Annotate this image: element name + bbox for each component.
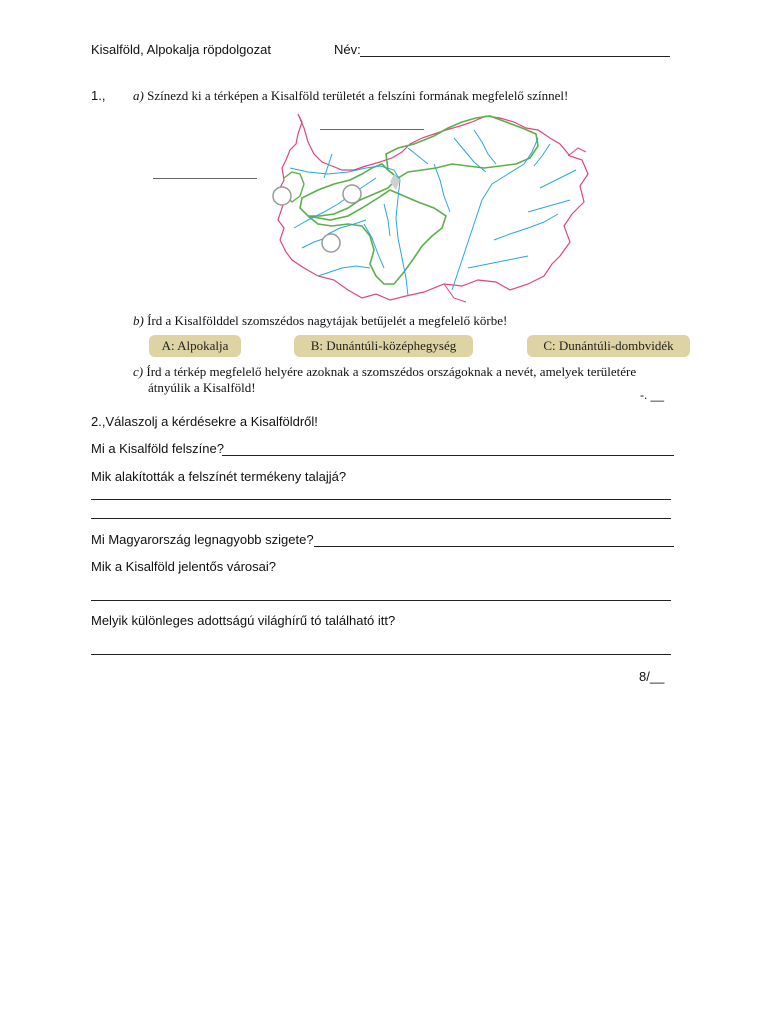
task1c-line1	[133, 364, 636, 380]
task1c-line2: átnyúlik a Kisalföld!	[148, 380, 256, 395]
total-score: 8/__	[639, 669, 665, 684]
worksheet-title: Kisalföld, Alpokalja röpdolgozat	[91, 42, 271, 57]
task1b-marker: b)	[133, 313, 144, 328]
question-island: Mi Magyarország legnagyobb szigete?	[91, 532, 314, 547]
river-ipoly	[408, 148, 428, 164]
hungary-map	[238, 108, 590, 304]
river-sarviz	[384, 204, 390, 236]
river-koros	[494, 214, 558, 240]
task1c-marker: c)	[133, 364, 144, 379]
question-soil: Mik alakították a felszínét termékeny talajjá?	[91, 469, 347, 484]
answer-circle-west[interactable]	[273, 187, 291, 205]
option-a-alpokalja: A: Alpokalja	[149, 335, 241, 357]
river-hernad	[474, 130, 496, 164]
task1b-line	[133, 313, 507, 329]
task1-number: 1.,	[91, 88, 106, 103]
danube-bend-marker	[390, 174, 400, 190]
answer-line-island[interactable]	[314, 546, 674, 547]
river-berettyo	[528, 200, 570, 212]
river-maros	[468, 256, 528, 268]
task1c-text: Írd a térkép megfelelő helyére azoknak a szomszédos országoknak a nevét, amelyek területére	[146, 364, 637, 379]
river-szamos	[540, 170, 576, 188]
option-b-dunantuli-kozephegyseg: B: Dunántúli-középhegység	[294, 335, 473, 357]
river-drava	[318, 266, 370, 276]
answer-line-cities[interactable]	[91, 600, 671, 601]
border-spur-south	[444, 284, 466, 302]
river-zagyva	[434, 164, 450, 212]
name-answer-line[interactable]	[360, 56, 670, 57]
name-label: Név:	[334, 42, 361, 57]
task1b-text: Írd a Kisalfölddel szomszédos nagytájak betűjelét a megfelelő körbe!	[147, 313, 508, 328]
question-cities: Mik a Kisalföld jelentős városai?	[91, 559, 276, 574]
option-c-dunantuli-dombvidek: C: Dunántúli-dombvidék	[527, 335, 690, 357]
task1a-text: Színezd ki a térképen a Kisalföld területét a felszíni formának megfelelő színnel!	[147, 88, 569, 103]
answer-line-soil-2[interactable]	[91, 518, 671, 519]
task1a-line	[133, 88, 568, 104]
answer-line-lake[interactable]	[91, 654, 671, 655]
answer-circle-north[interactable]	[343, 185, 361, 203]
question-surface: Mi a Kisalföld felszíne?	[91, 441, 224, 456]
lake-balaton	[328, 220, 366, 234]
rivers	[290, 130, 576, 296]
answer-line-soil-1[interactable]	[91, 499, 671, 500]
task1a-marker: a)	[133, 88, 144, 103]
question-lake: Melyik különleges adottságú világhírű tó található itt?	[91, 613, 396, 628]
task2-heading: 2.,Válaszolj a kérdésekre a Kisalföldről!	[91, 414, 318, 429]
answer-circle-south[interactable]	[322, 234, 340, 252]
task1-score: -. __	[640, 388, 665, 402]
border-spur-east	[568, 148, 586, 156]
answer-line-surface[interactable]	[222, 455, 674, 456]
river-sio	[364, 224, 384, 268]
